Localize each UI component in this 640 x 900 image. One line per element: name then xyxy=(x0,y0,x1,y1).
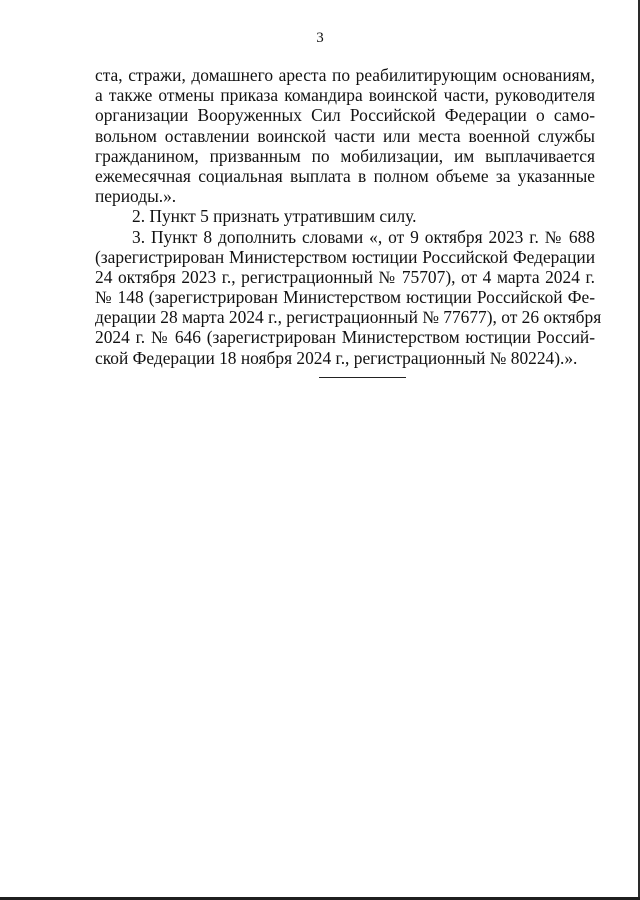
text-line: № 148 (зарегистрирован Министерством юстиции Российской Фе- xyxy=(95,287,595,308)
text-line: дерации 28 марта 2024 г., регистрационный № 77677), от 26 октября xyxy=(95,307,602,328)
text-line: ской Федерации 18 ноября 2024 г., регистрационный № 80224).». xyxy=(95,347,578,368)
paragraph-item-3: 3. Пункт 8 дополнить словами «, от 9 октября 2023 г. № 688 xyxy=(132,226,595,247)
text-line: периоды.». xyxy=(95,186,177,207)
text-line: 24 октября 2023 г., регистрационный № 75707), от 4 марта 2024 г. xyxy=(95,266,595,287)
text-line: (зарегистрирован Министерством юстиции Российской Федерации xyxy=(95,246,595,267)
text-line: ста, стражи, домашнего ареста по реабилитирующим основаниям, xyxy=(95,65,595,85)
end-separator-line xyxy=(319,377,406,378)
text-line: вольном оставлении воинской части или места военной службы xyxy=(95,125,595,146)
text-line: ежемесячная социальная выплата в полном объеме за указанные xyxy=(95,165,595,186)
text-line: гражданином, призванным по мобилизации, им выплачивается xyxy=(95,145,595,166)
text-line: организации Вооруженных Сил Российской Федерации о само- xyxy=(95,105,595,126)
text-line: а также отмены приказа командира воинской части, руководителя xyxy=(95,85,595,106)
document-body xyxy=(95,65,602,368)
text-line: 2024 г. № 646 (зарегистрирован Министерством юстиции Россий- xyxy=(95,327,595,348)
page-number: 3 xyxy=(316,30,324,46)
paragraph-item-2: 2. Пункт 5 признать утратившим силу. xyxy=(132,206,417,227)
